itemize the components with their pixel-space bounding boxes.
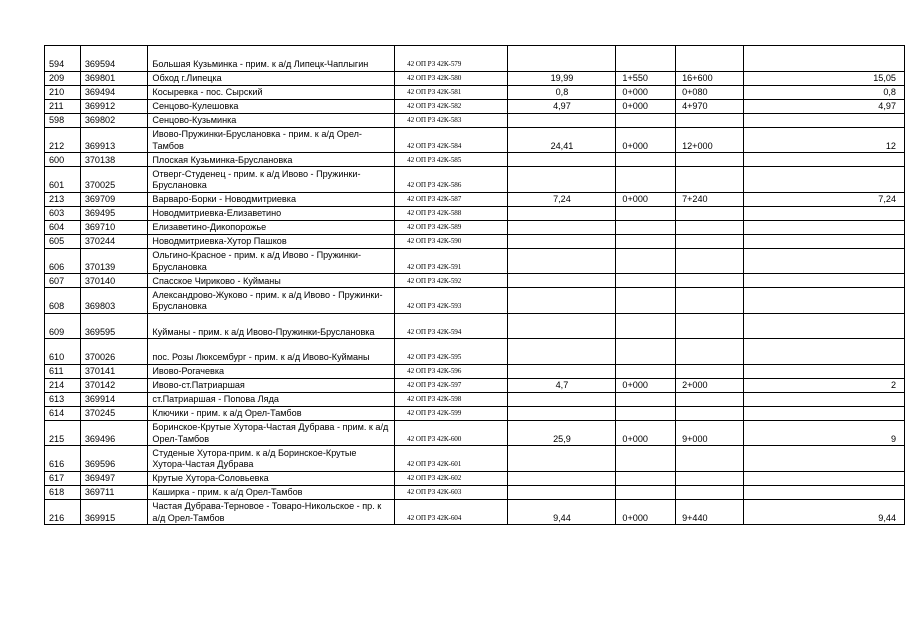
segment-end-cell: 16+600: [676, 71, 744, 85]
segment-start-cell: [616, 153, 676, 167]
road-length-cell: [507, 248, 616, 274]
segment-end-cell: [676, 206, 744, 220]
segment-end-cell: [676, 248, 744, 274]
road-name-cell: Сенцово-Кулешовка: [148, 99, 395, 113]
segment-start-cell: 0+000: [616, 127, 676, 153]
segment-start-cell: [616, 274, 676, 288]
segment-end-cell: 7+240: [676, 192, 744, 206]
road-name-cell: Варваро-Борки - Новодмитриевка: [148, 192, 395, 206]
road-code-cell: 42 ОП РЗ 42К-595: [395, 339, 507, 365]
segment-start-cell: 0+000: [616, 99, 676, 113]
table-row: [45, 339, 905, 365]
segment-km-cell: 4,97: [743, 99, 904, 113]
road-id-cell: 369912: [80, 99, 148, 113]
table-row: [45, 234, 905, 248]
road-name-cell: Плоская Кузьминка-Бруслановка: [148, 153, 395, 167]
table-row: [45, 392, 905, 406]
segment-start-cell: [616, 313, 676, 339]
road-name-cell: Ивово-Пружинки-Бруслановка - прим. к а/д Орел-Тамбов: [148, 127, 395, 153]
row-number-cell: 605: [45, 234, 81, 248]
road-id-cell: 369596: [80, 446, 148, 472]
segment-end-cell: [676, 364, 744, 378]
road-length-cell: [507, 234, 616, 248]
table-row: [45, 99, 905, 113]
road-name-cell: Куйманы - прим. к а/д Ивово-Пружинки-Бруслановка: [148, 313, 395, 339]
road-id-cell: 369495: [80, 206, 148, 220]
road-name-cell: Крутые Хутора-Соловьевка: [148, 471, 395, 485]
table-row: [45, 71, 905, 85]
road-length-cell: 19,99: [507, 71, 616, 85]
road-name-cell: Сенцово-Кузьминка: [148, 113, 395, 127]
segment-km-cell: [743, 364, 904, 378]
row-number-cell: 617: [45, 471, 81, 485]
row-number-cell: 598: [45, 113, 81, 127]
segment-km-cell: 12: [743, 127, 904, 153]
road-name-cell: Отверг-Студенец - прим. к а/д Ивово - Пружинки-Бруслановка: [148, 167, 395, 193]
segment-km-cell: 7,24: [743, 192, 904, 206]
road-length-cell: 4,97: [507, 99, 616, 113]
segment-start-cell: [616, 392, 676, 406]
road-id-cell: 370026: [80, 339, 148, 365]
segment-km-cell: 9: [743, 420, 904, 446]
road-length-cell: 7,24: [507, 192, 616, 206]
segment-km-cell: [743, 46, 904, 72]
segment-km-cell: [743, 220, 904, 234]
table-row: [45, 378, 905, 392]
road-code-cell: 42 ОП РЗ 42К-589: [395, 220, 507, 234]
segment-end-cell: 0+080: [676, 85, 744, 99]
road-length-cell: [507, 167, 616, 193]
row-number-cell: 211: [45, 99, 81, 113]
row-number-cell: 613: [45, 392, 81, 406]
segment-end-cell: [676, 392, 744, 406]
table-row: [45, 206, 905, 220]
road-code-cell: 42 ОП РЗ 42К-588: [395, 206, 507, 220]
segment-end-cell: 2+000: [676, 378, 744, 392]
table-row: [45, 313, 905, 339]
road-id-cell: 370142: [80, 378, 148, 392]
road-length-cell: [507, 46, 616, 72]
road-name-cell: Новодмитриевка-Хутор Пашков: [148, 234, 395, 248]
row-number-cell: 604: [45, 220, 81, 234]
row-number-cell: 606: [45, 248, 81, 274]
segment-km-cell: [743, 392, 904, 406]
row-number-cell: 611: [45, 364, 81, 378]
table-row: [45, 153, 905, 167]
table-row: [45, 167, 905, 193]
row-number-cell: 610: [45, 339, 81, 365]
row-number-cell: 216: [45, 499, 81, 525]
segment-start-cell: [616, 234, 676, 248]
segment-end-cell: [676, 339, 744, 365]
segment-km-cell: 2: [743, 378, 904, 392]
segment-start-cell: [616, 167, 676, 193]
roads-table: [44, 45, 905, 525]
row-number-cell: 209: [45, 71, 81, 85]
road-length-cell: [507, 364, 616, 378]
road-name-cell: ст.Патриаршая - Попова Ляда: [148, 392, 395, 406]
road-name-cell: Студеные Хутора-прим. к а/д Боринское-Крутые Хутора-Частая Дубрава: [148, 446, 395, 472]
road-id-cell: 369913: [80, 127, 148, 153]
road-code-cell: 42 ОП РЗ 42К-594: [395, 313, 507, 339]
road-length-cell: 25,9: [507, 420, 616, 446]
road-code-cell: 42 ОП РЗ 42К-586: [395, 167, 507, 193]
table-row: [45, 420, 905, 446]
segment-start-cell: [616, 471, 676, 485]
table-row: [45, 127, 905, 153]
row-number-cell: 600: [45, 153, 81, 167]
segment-km-cell: [743, 339, 904, 365]
road-code-cell: 42 ОП РЗ 42К-579: [395, 46, 507, 72]
segment-start-cell: [616, 364, 676, 378]
road-id-cell: 369711: [80, 485, 148, 499]
row-number-cell: 210: [45, 85, 81, 99]
row-number-cell: 618: [45, 485, 81, 499]
segment-end-cell: [676, 274, 744, 288]
road-length-cell: [507, 339, 616, 365]
road-name-cell: Ивово-ст.Патриаршая: [148, 378, 395, 392]
road-id-cell: 370141: [80, 364, 148, 378]
segment-start-cell: 1+550: [616, 71, 676, 85]
segment-end-cell: 9+440: [676, 499, 744, 525]
road-id-cell: 370139: [80, 248, 148, 274]
segment-km-cell: [743, 113, 904, 127]
road-name-cell: Ключики - прим. к а/д Орел-Тамбов: [148, 406, 395, 420]
road-code-cell: 42 ОП РЗ 42К-584: [395, 127, 507, 153]
table-row: [45, 364, 905, 378]
segment-km-cell: [743, 446, 904, 472]
table-row: [45, 220, 905, 234]
table-row: [45, 406, 905, 420]
row-number-cell: 213: [45, 192, 81, 206]
row-number-cell: 601: [45, 167, 81, 193]
segment-end-cell: [676, 485, 744, 499]
segment-km-cell: [743, 234, 904, 248]
segment-km-cell: [743, 288, 904, 314]
road-id-cell: 370244: [80, 234, 148, 248]
road-code-cell: 42 ОП РЗ 42К-591: [395, 248, 507, 274]
table-row: [45, 274, 905, 288]
road-id-cell: 369801: [80, 71, 148, 85]
road-code-cell: 42 ОП РЗ 42К-580: [395, 71, 507, 85]
table-row: [45, 471, 905, 485]
road-length-cell: 9,44: [507, 499, 616, 525]
road-code-cell: 42 ОП РЗ 42К-602: [395, 471, 507, 485]
segment-start-cell: 0+000: [616, 85, 676, 99]
segment-start-cell: [616, 288, 676, 314]
segment-km-cell: [743, 485, 904, 499]
segment-km-cell: [743, 274, 904, 288]
segment-start-cell: 0+000: [616, 420, 676, 446]
segment-start-cell: 0+000: [616, 378, 676, 392]
table-row: [45, 85, 905, 99]
road-id-cell: 370025: [80, 167, 148, 193]
road-id-cell: 369710: [80, 220, 148, 234]
row-number-cell: 214: [45, 378, 81, 392]
road-code-cell: 42 ОП РЗ 42К-581: [395, 85, 507, 99]
segment-end-cell: [676, 46, 744, 72]
row-number-cell: 607: [45, 274, 81, 288]
segment-km-cell: [743, 471, 904, 485]
segment-start-cell: [616, 220, 676, 234]
table-row: [45, 46, 905, 72]
segment-end-cell: [676, 167, 744, 193]
table-row: [45, 446, 905, 472]
road-name-cell: Каширка - прим. к а/д Орел-Тамбов: [148, 485, 395, 499]
road-length-cell: [507, 113, 616, 127]
road-length-cell: [507, 313, 616, 339]
road-code-cell: 42 ОП РЗ 42К-585: [395, 153, 507, 167]
road-length-cell: [507, 485, 616, 499]
road-code-cell: 42 ОП РЗ 42К-587: [395, 192, 507, 206]
row-number-cell: 614: [45, 406, 81, 420]
road-id-cell: 369914: [80, 392, 148, 406]
segment-end-cell: [676, 406, 744, 420]
road-name-cell: Александрово-Жуково - прим. к а/д Ивово - Пружинки-Бруслановка: [148, 288, 395, 314]
road-code-cell: 42 ОП РЗ 42К-590: [395, 234, 507, 248]
road-name-cell: Косыревка - пос. Сырский: [148, 85, 395, 99]
road-length-cell: [507, 220, 616, 234]
road-name-cell: Новодмитриевка-Елизаветино: [148, 206, 395, 220]
row-number-cell: 594: [45, 46, 81, 72]
segment-km-cell: [743, 313, 904, 339]
road-length-cell: [507, 471, 616, 485]
segment-km-cell: [743, 406, 904, 420]
segment-km-cell: 15,05: [743, 71, 904, 85]
segment-end-cell: [676, 234, 744, 248]
road-id-cell: 369494: [80, 85, 148, 99]
table-row: [45, 113, 905, 127]
road-length-cell: [507, 153, 616, 167]
segment-start-cell: [616, 339, 676, 365]
road-id-cell: 369709: [80, 192, 148, 206]
road-length-cell: [507, 446, 616, 472]
segment-end-cell: [676, 288, 744, 314]
road-length-cell: [507, 392, 616, 406]
row-number-cell: 608: [45, 288, 81, 314]
segment-start-cell: [616, 248, 676, 274]
road-name-cell: Спасское Чириково - Куйманы: [148, 274, 395, 288]
segment-km-cell: [743, 167, 904, 193]
table-row: [45, 499, 905, 525]
road-code-cell: 42 ОП РЗ 42К-601: [395, 446, 507, 472]
segment-km-cell: 0,8: [743, 85, 904, 99]
road-id-cell: 369595: [80, 313, 148, 339]
table-row: [45, 248, 905, 274]
row-number-cell: 603: [45, 206, 81, 220]
road-id-cell: 369497: [80, 471, 148, 485]
road-length-cell: [507, 288, 616, 314]
road-name-cell: Большая Кузьминка - прим. к а/д Липецк-Чаплыгин: [148, 46, 395, 72]
road-name-cell: Ивово-Рогачевка: [148, 364, 395, 378]
segment-km-cell: [743, 248, 904, 274]
segment-end-cell: 9+000: [676, 420, 744, 446]
row-number-cell: 215: [45, 420, 81, 446]
segment-end-cell: [676, 153, 744, 167]
road-id-cell: 369594: [80, 46, 148, 72]
road-length-cell: 0,8: [507, 85, 616, 99]
segment-start-cell: [616, 206, 676, 220]
table-row: [45, 288, 905, 314]
road-length-cell: [507, 274, 616, 288]
road-code-cell: 42 ОП РЗ 42К-593: [395, 288, 507, 314]
row-number-cell: 616: [45, 446, 81, 472]
segment-end-cell: [676, 313, 744, 339]
road-name-cell: Частая Дубрава-Терновое - Товаро-Никольское - пр. к а/д Орел-Тамбов: [148, 499, 395, 525]
road-id-cell: 369803: [80, 288, 148, 314]
road-id-cell: 369496: [80, 420, 148, 446]
segment-end-cell: [676, 446, 744, 472]
road-code-cell: 42 ОП РЗ 42К-604: [395, 499, 507, 525]
segment-start-cell: 0+000: [616, 192, 676, 206]
segment-end-cell: 4+970: [676, 99, 744, 113]
road-id-cell: 370140: [80, 274, 148, 288]
table-body: [45, 46, 905, 525]
segment-start-cell: [616, 446, 676, 472]
road-name-cell: Боринское-Крутые Хутора-Частая Дубрава - прим. к а/д Орел-Тамбов: [148, 420, 395, 446]
road-length-cell: 24,41: [507, 127, 616, 153]
table-row: [45, 485, 905, 499]
segment-km-cell: 9,44: [743, 499, 904, 525]
road-id-cell: 370245: [80, 406, 148, 420]
road-code-cell: 42 ОП РЗ 42К-582: [395, 99, 507, 113]
segment-km-cell: [743, 153, 904, 167]
road-id-cell: 369915: [80, 499, 148, 525]
road-name-cell: Ольгино-Красное - прим. к а/д Ивово - Пружинки-Бруслановка: [148, 248, 395, 274]
road-name-cell: пос. Розы Люксембург - прим. к а/д Ивово-Куйманы: [148, 339, 395, 365]
road-code-cell: 42 ОП РЗ 42К-597: [395, 378, 507, 392]
row-number-cell: 609: [45, 313, 81, 339]
row-number-cell: 212: [45, 127, 81, 153]
road-name-cell: Обход г.Липецка: [148, 71, 395, 85]
road-id-cell: 370138: [80, 153, 148, 167]
road-name-cell: Елизаветино-Дикопорожье: [148, 220, 395, 234]
road-code-cell: 42 ОП РЗ 42К-596: [395, 364, 507, 378]
segment-end-cell: 12+000: [676, 127, 744, 153]
segment-start-cell: [616, 46, 676, 72]
road-code-cell: 42 ОП РЗ 42К-598: [395, 392, 507, 406]
segment-km-cell: [743, 206, 904, 220]
road-code-cell: 42 ОП РЗ 42К-583: [395, 113, 507, 127]
road-code-cell: 42 ОП РЗ 42К-592: [395, 274, 507, 288]
segment-start-cell: [616, 406, 676, 420]
segment-start-cell: 0+000: [616, 499, 676, 525]
segment-end-cell: [676, 471, 744, 485]
road-length-cell: 4,7: [507, 378, 616, 392]
road-length-cell: [507, 206, 616, 220]
road-length-cell: [507, 406, 616, 420]
road-code-cell: 42 ОП РЗ 42К-600: [395, 420, 507, 446]
segment-end-cell: [676, 220, 744, 234]
table-row: [45, 192, 905, 206]
segment-start-cell: [616, 113, 676, 127]
road-id-cell: 369802: [80, 113, 148, 127]
segment-start-cell: [616, 485, 676, 499]
road-code-cell: 42 ОП РЗ 42К-599: [395, 406, 507, 420]
segment-end-cell: [676, 113, 744, 127]
road-code-cell: 42 ОП РЗ 42К-603: [395, 485, 507, 499]
